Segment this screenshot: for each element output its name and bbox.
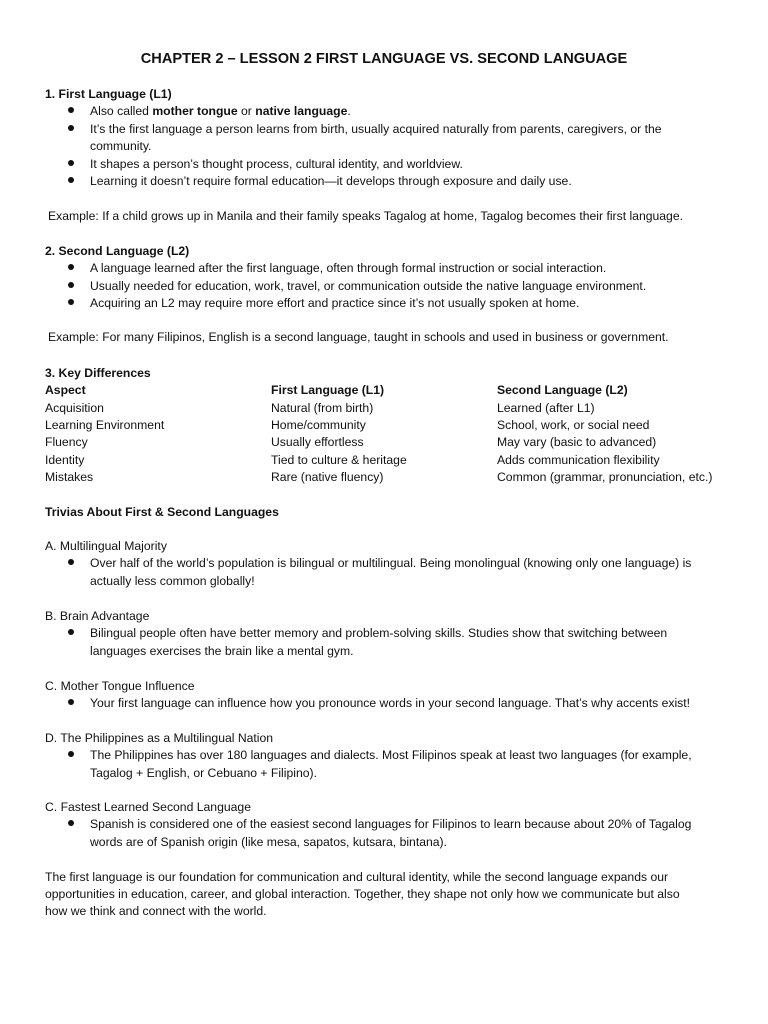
- table-cell: May vary (basic to advanced): [497, 435, 657, 449]
- table-cell: Fluency: [45, 435, 88, 449]
- bullet-icon: [68, 177, 74, 183]
- l1-bullet-2-line-2: community.: [90, 139, 152, 153]
- l2-bullet-3: Acquiring an L2 may require more effort and practice since it’s not usually spoken at home.: [90, 296, 580, 310]
- table-cell: School, work, or social need: [497, 418, 650, 432]
- table-cell: Usually effortless: [271, 435, 364, 449]
- table-cell: Tied to culture & heritage: [271, 453, 407, 467]
- section-heading-l2: 2. Second Language (L2): [45, 244, 190, 258]
- bullet-icon: [68, 107, 74, 113]
- l1-example: Example: If a child grows up in Manila and their family speaks Tagalog at home, Tagalog becomes their first language.: [48, 209, 684, 223]
- bullet-icon: [68, 282, 74, 288]
- table-cell: Home/community: [271, 418, 366, 432]
- table-header-l2: Second Language (L2): [497, 383, 628, 397]
- bullet-icon: [68, 264, 74, 270]
- table-cell: Learning Environment: [45, 418, 165, 432]
- trivia-a-line-1: Over half of the world’s population is bilingual or multilingual. Being monolingual (knowing only one language) is: [90, 556, 692, 570]
- trivia-c-line-1: Your first language can influence how you pronounce words in your second language. That’s why accents exist!: [90, 696, 691, 710]
- trivia-b-line-1: Bilingual people often have better memory and problem-solving skills. Studies show that switching between: [90, 626, 668, 640]
- bullet-icon: [68, 629, 74, 635]
- table-cell: Adds communication flexibility: [497, 453, 660, 467]
- table-cell: Acquisition: [45, 401, 104, 415]
- l2-example: Example: For many Filipinos, English is a second language, taught in schools and used in business or government.: [48, 330, 669, 344]
- bullet-icon: [68, 299, 74, 305]
- conclusion-line-1: The first language is our foundation for communication and cultural identity, while the second language expands our: [45, 870, 669, 884]
- bullet-icon: [68, 125, 74, 131]
- table-cell: Identity: [45, 453, 85, 467]
- section-heading-l1: 1. First Language (L1): [45, 87, 172, 101]
- trivia-d-line-1: The Philippines has over 180 languages and dialects. Most Filipinos speak at least two languages (for example,: [90, 748, 692, 762]
- trivia-b-heading: B. Brain Advantage: [45, 609, 150, 623]
- trivia-e-heading: C. Fastest Learned Second Language: [45, 800, 251, 814]
- bullet-icon: [68, 559, 74, 565]
- bullet-icon: [68, 751, 74, 757]
- trivia-c-heading: C. Mother Tongue Influence: [45, 679, 195, 693]
- table-cell: Natural (from birth): [271, 401, 374, 415]
- l2-bullet-2: Usually needed for education, work, travel, or communication outside the native language environment.: [90, 279, 647, 293]
- table-cell: Common (grammar, pronunciation, etc.): [497, 470, 713, 484]
- trivia-e-line-2: words are of Spanish origin (like mesa, sapatos, kutsara, bintana).: [90, 835, 448, 849]
- table-header-l1: First Language (L1): [271, 383, 385, 397]
- bullet-icon: [68, 160, 74, 166]
- trivia-a-line-2: actually less common globally!: [90, 574, 255, 588]
- page-title: CHAPTER 2 – LESSON 2 FIRST LANGUAGE VS. SECOND LANGUAGE: [140, 51, 628, 67]
- trivia-heading: Trivias About First & Second Languages: [45, 505, 279, 519]
- trivia-d-heading: D. The Philippines as a Multilingual Nation: [45, 731, 274, 745]
- table-cell: Mistakes: [45, 470, 94, 484]
- trivia-d-line-2: Tagalog + English, or Cebuano + Filipino).: [90, 766, 317, 780]
- table-header-aspect: Aspect: [45, 383, 86, 397]
- l2-bullet-1: A language learned after the first language, often through formal instruction or social interaction.: [90, 261, 607, 275]
- trivia-a-heading: A. Multilingual Majority: [45, 539, 167, 553]
- l1-bullet-2-line-1: It’s the first language a person learns from birth, usually acquired naturally from parents, caregivers, or the: [90, 122, 662, 136]
- trivia-b-line-2: languages exercises the brain like a mental gym.: [90, 644, 354, 658]
- l1-bullet-3: It shapes a person’s thought process, cultural identity, and worldview.: [90, 157, 463, 171]
- trivia-e-line-1: Spanish is considered one of the easiest second languages for Filipinos to learn because about 20% of Tagalog: [90, 817, 692, 831]
- bullet-icon: [68, 820, 74, 826]
- bullet-icon: [68, 699, 74, 705]
- conclusion-line-3: how we think and connect with the world.: [45, 904, 267, 918]
- table-cell: Learned (after L1): [497, 401, 595, 415]
- l1-bullet-4: Learning it doesn’t require formal education—it develops through exposure and daily use.: [90, 174, 572, 188]
- conclusion-line-2: opportunities in education, career, and global interaction. Together, they shape not only how we communicate but also: [45, 887, 680, 901]
- section-heading-differences: 3. Key Differences: [45, 366, 151, 380]
- table-cell: Rare (native fluency): [271, 470, 384, 484]
- l1-bullet-1: Also called mother tongue or native language.: [90, 104, 351, 118]
